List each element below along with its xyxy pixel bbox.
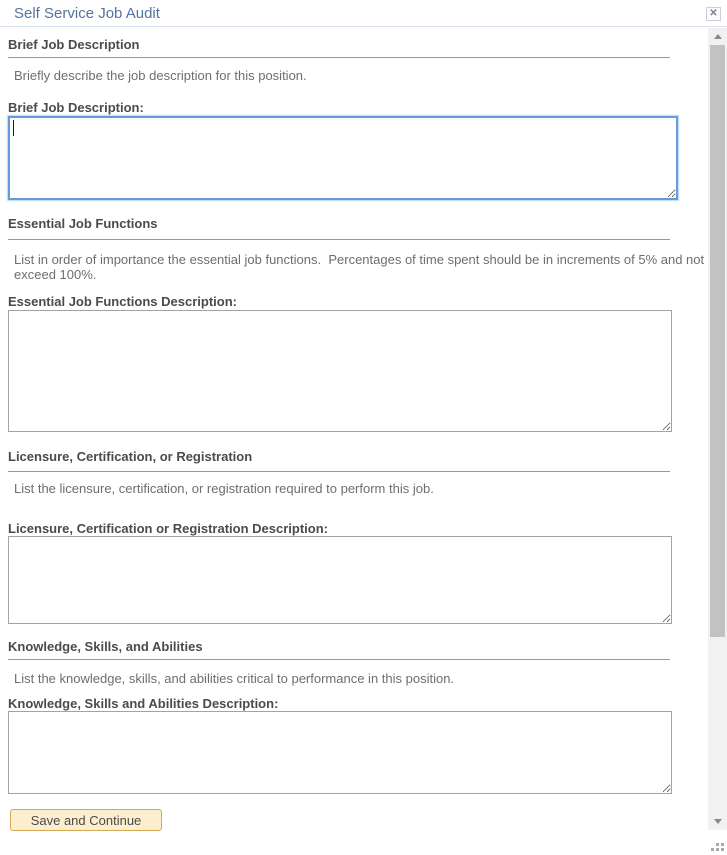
section-licensure-certification [8,449,708,624]
resize-grip-icon[interactable] [710,842,724,851]
section-heading: Essential Job Functions [8,216,158,231]
section-instructions: List the knowledge, skills, and abilities critical to performance in this position. [14,671,455,686]
section-heading: Knowledge, Skills, and Abilities [8,639,203,654]
section-knowledge-skills-abilities [8,639,708,794]
section-heading: Brief Job Description [8,37,140,52]
field-label-brief-job-description: Brief Job Description: [8,100,144,115]
section-divider [8,239,670,240]
close-icon[interactable]: ✕ [706,7,721,21]
field-label-knowledge-skills-abilities: Knowledge, Skills and Abilities Description: [8,696,279,711]
brief-job-description-textarea[interactable] [8,116,678,200]
textarea-wrapper [8,536,708,624]
modal-titlebar [0,0,727,27]
field-label-essential-job-functions: Essential Job Functions Description: [8,294,237,309]
section-brief-job-description [8,37,708,200]
section-divider [8,57,670,58]
scrollbar-thumb[interactable] [710,45,725,637]
section-instructions: List in order of importance the essential job functions. Percentages of time spent should be in increments of 5% and not exceed 100%. [14,252,705,282]
licensure-certification-textarea[interactable] [8,536,672,624]
page-title: Self Service Job Audit [14,5,160,22]
textarea-wrapper [8,711,708,794]
essential-job-functions-textarea[interactable] [8,310,672,432]
text-caret [13,120,14,136]
section-heading: Licensure, Certification, or Registration [8,449,253,464]
field-label-licensure-certification: Licensure, Certification or Registration Description: [8,521,328,536]
section-divider [8,471,670,472]
save-and-continue-button[interactable]: Save and Continue [10,809,162,831]
textarea-wrapper [8,310,708,432]
section-essential-job-functions [8,216,708,432]
textarea-wrapper [8,116,708,200]
section-divider [8,659,670,660]
scrollbar[interactable] [708,28,727,830]
form-content [8,28,708,831]
section-instructions: Briefly describe the job description for this position. [14,68,307,83]
knowledge-skills-abilities-textarea[interactable] [8,711,672,794]
section-instructions: List the licensure, certification, or registration required to perform this job. [14,481,434,496]
